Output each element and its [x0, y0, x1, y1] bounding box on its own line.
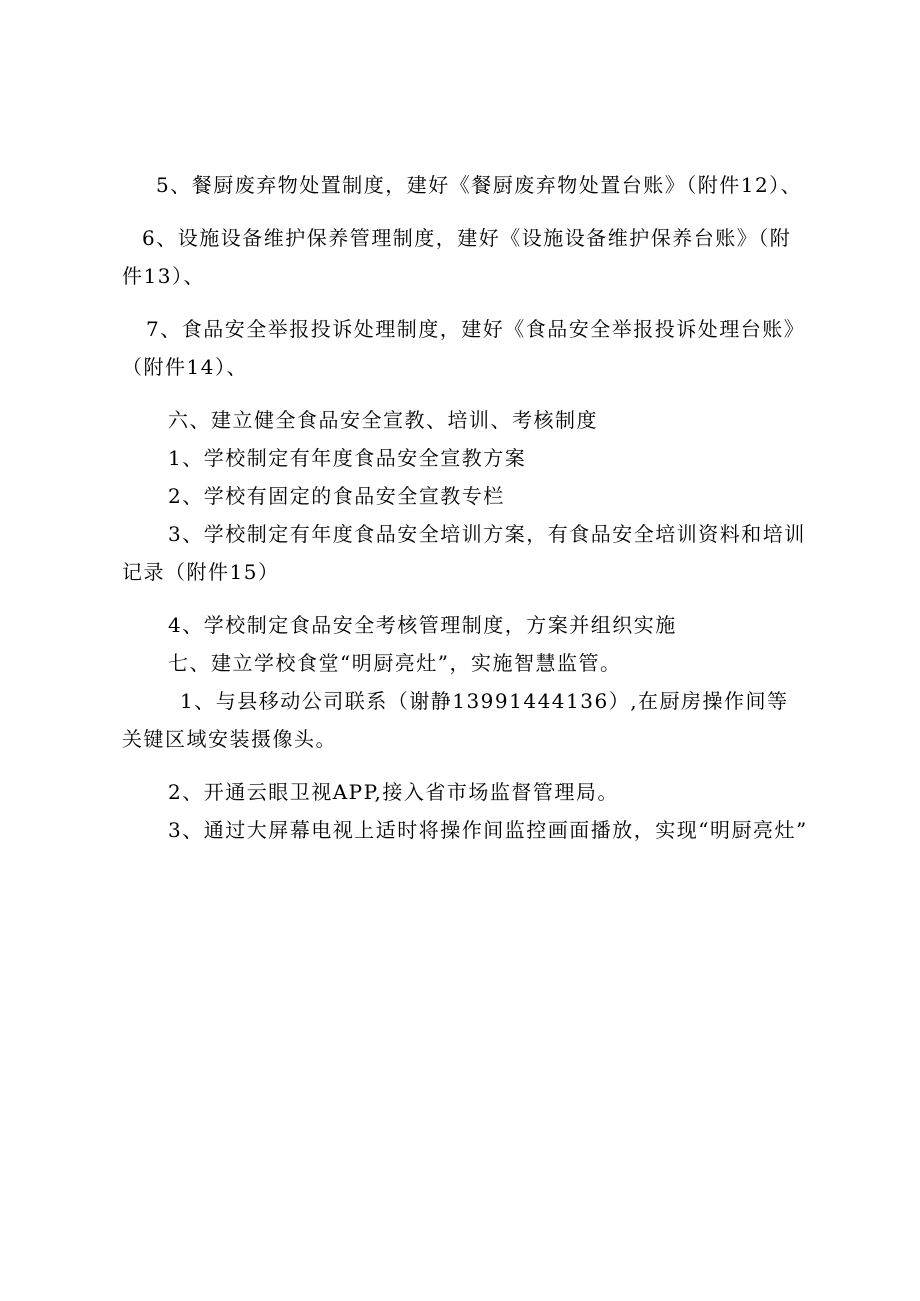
- section-heading-six: 六、建立健全食品安全宣教、培训、考核制度: [168, 408, 598, 432]
- paragraph-education-column: 2、学校有固定的食品安全宣教专栏: [168, 484, 505, 508]
- paragraph-assessment-system: 4、学校制定食品安全考核管理制度，方案并组织实施: [168, 613, 677, 637]
- paragraph-education-plan: 1、学校制定有年度食品安全宣教方案: [168, 446, 527, 470]
- paragraph-equipment-maintenance: 6、设施设备维护保养管理制度，建好《设施设备维护保养台账》（附件13）、: [122, 226, 792, 288]
- paragraph-training-plan: 3、学校制定有年度食品安全培训方案，有食品安全培训资料和培训记录（附件15）: [122, 522, 806, 584]
- paragraph-screen-broadcast: 3、通过大屏幕电视上适时将操作间监控画面播放，实现“明厨亮灶”: [168, 818, 808, 842]
- paragraph-app-access: 2、开通云眼卫视APP,接入省市场监督管理局。: [168, 780, 619, 804]
- paragraph-complaint-handling: 7、食品安全举报投诉处理制度，建好《食品安全举报投诉处理台账》（附件14）、: [122, 317, 806, 379]
- paragraph-kitchen-waste: 5、餐厨废弃物处置制度，建好《餐厨废弃物处置台账》（附件12）、: [156, 173, 803, 197]
- paragraph-camera-install: 1、与县移动公司联系（谢静13991444136）,在厨房操作间等关键区域安装摄像头。: [122, 689, 789, 751]
- section-heading-seven: 七、建立学校食堂“明厨亮灶”，实施智慧监管。: [168, 651, 622, 675]
- document-body: [122, 166, 810, 864]
